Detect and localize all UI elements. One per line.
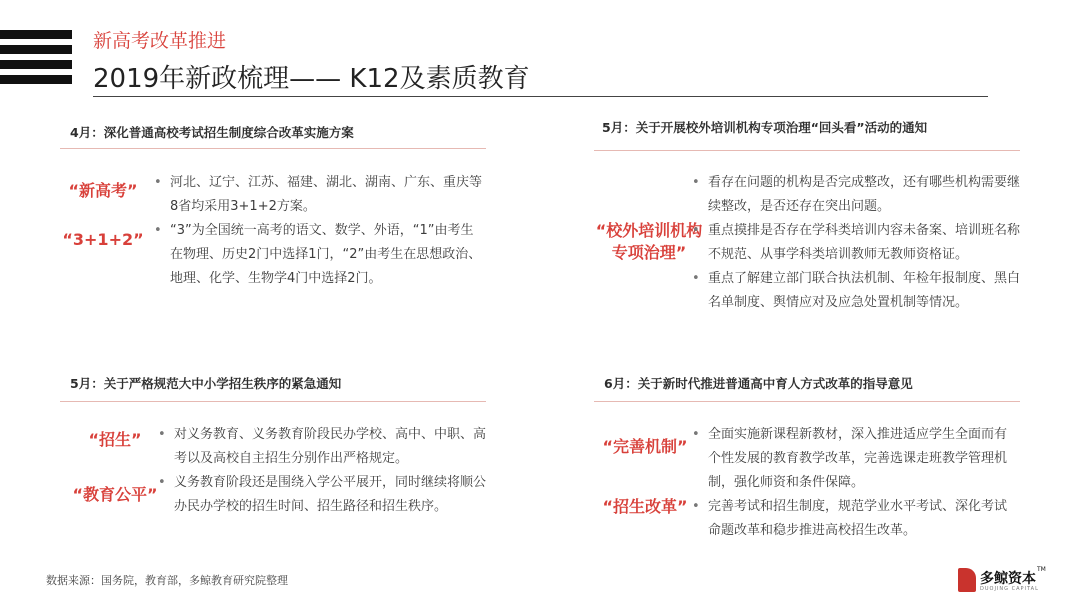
tag-enrollment: “招生” xyxy=(88,430,142,449)
panel-divider xyxy=(60,401,486,402)
panel-heading-may-enrollment: 5月：关于严格规范大中小学招生秩序的紧急通知 xyxy=(70,376,342,391)
bullet-item: • 重点摸排是否存在学科类培训内容未备案、培训班名称不规范、从事学科类培训教师无教师资格证。 xyxy=(690,219,1020,267)
section-subtitle: 新高考改革推进 xyxy=(93,30,227,52)
company-logo xyxy=(958,566,1058,596)
tag-enrollment-reform: “招生改革” xyxy=(602,497,688,516)
bullet-list xyxy=(690,171,1020,315)
panel-heading-april: 4月：深化普通高校考试招生制度综合改革实施方案 xyxy=(70,125,354,140)
panel-divider xyxy=(60,148,486,149)
bullet-item: • 完善考试和招生制度，规范学业水平考试、深化考试命题改革和稳步推进高校招生改革。 xyxy=(690,495,1016,543)
panel-divider xyxy=(594,401,1020,402)
logo-trademark: TM xyxy=(1037,566,1046,573)
bullet-list xyxy=(156,423,486,519)
panel-heading-june: 6月：关于新时代推进普通高中育人方式改革的指导意见 xyxy=(604,376,913,391)
page-title: 2019年新政梳理—— K12及素质教育 xyxy=(93,64,530,94)
tag-improve-mechanism: “完善机制” xyxy=(602,437,688,456)
tag-new-gaokao: “新高考” xyxy=(68,181,138,200)
tag-education-equity: “教育公平” xyxy=(72,485,158,504)
logo-subtext: DUOJING CAPITAL xyxy=(980,586,1039,592)
bullet-item: • 重点了解建立部门联合执法机制、年检年报制度、黑白名单制度、舆情应对及应急处置机制等情况。 xyxy=(690,267,1020,315)
data-source-note: 数据来源：国务院，教育部，多鲸教育研究院整理 xyxy=(46,574,288,587)
bullet-list xyxy=(690,423,1016,543)
decorative-bars xyxy=(0,30,72,90)
panel-heading-may-training: 5月：关于开展校外培训机构专项治理“回头看”活动的通知 xyxy=(602,120,928,135)
tag-3-1-2: “3+1+2” xyxy=(62,230,144,249)
tag-training-governance: “校外培训机构专项治理” xyxy=(595,221,703,262)
bullet-list xyxy=(152,171,482,291)
logo-text: 多鲸资本 xyxy=(980,571,1036,587)
bullet-item: • 看存在问题的机构是否完成整改，还有哪些机构需要继续整改，是否还存在突出问题。 xyxy=(690,171,1020,219)
logo-mark-icon xyxy=(958,568,976,592)
bullet-item: • 河北、辽宁、江苏、福建、湖北、湖南、广东、重庆等8省均采用3+1+2方案。 xyxy=(152,171,482,219)
bullet-item: • 义务教育阶段还是围绕入学公平展开，同时继续将顺公办民办学校的招生时间、招生路径和招生秩序。 xyxy=(156,471,486,519)
bullet-item: • 对义务教育、义务教育阶段民办学校、高中、中职、高考以及高校自主招生分别作出严格规定。 xyxy=(156,423,486,471)
panel-divider xyxy=(594,150,1020,151)
bullet-item: • “3”为全国统一高考的语文、数学、外语，“1”由考生在物理、历史2门中选择1门，“2”由考生在思想政治、地理、化学、生物学4门中选择2门。 xyxy=(152,219,482,291)
bullet-item: • 全面实施新课程新教材，深入推进适应学生全面而有个性发展的教育教学改革，完善选课走班教学管理机制，强化师资和条件保障。 xyxy=(690,423,1016,495)
title-divider xyxy=(93,96,988,97)
